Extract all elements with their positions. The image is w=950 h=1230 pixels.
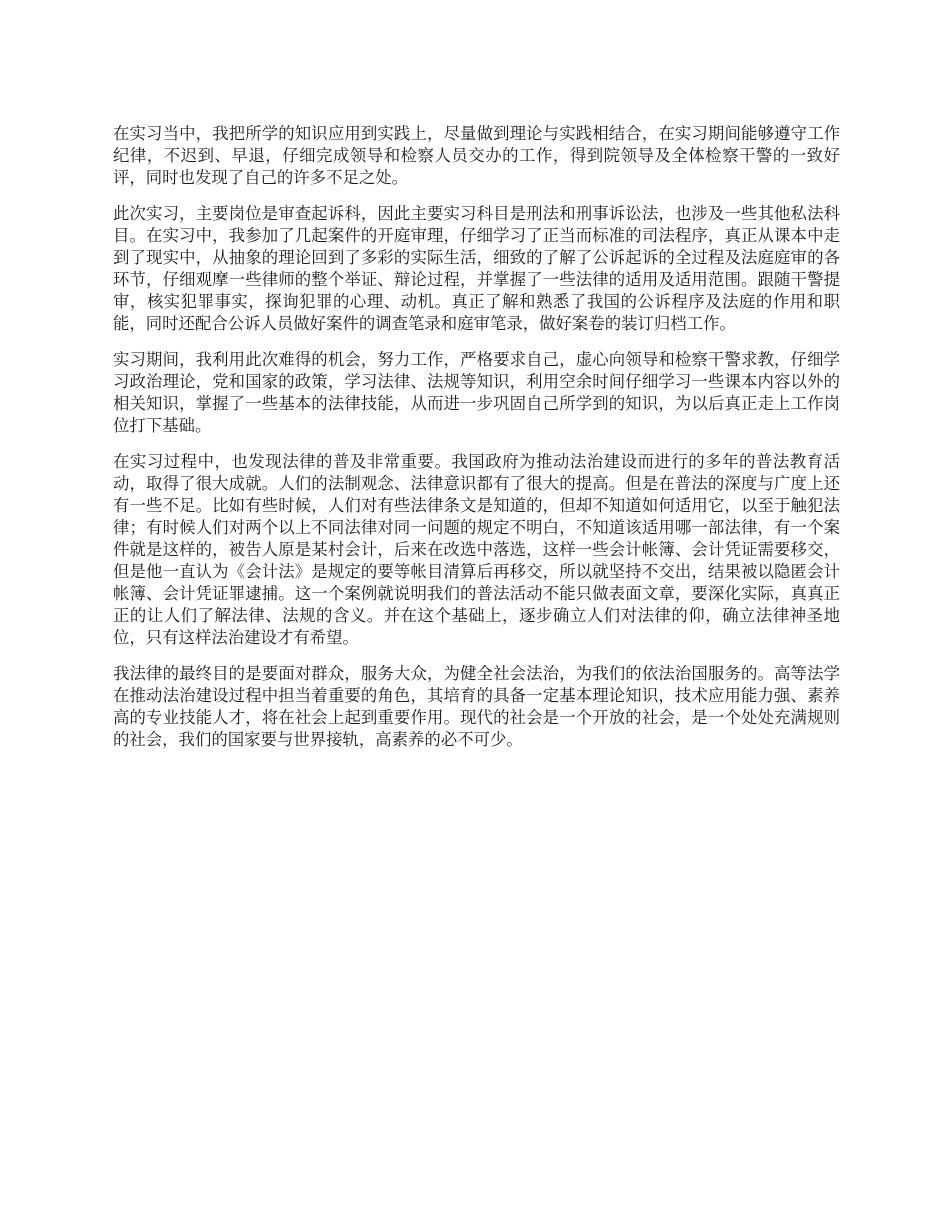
paragraph-3: 实习期间，我利用此次难得的机会，努力工作，严格要求自己，虚心向领导和检察干警求教，仔细学习政治理论，党和国家的政策，学习法律、法规等知识，利用空余时间仔细学习一些课本内容以外的相关知识，掌握了一些基本的法律技能，从而进一步巩固自己所学到的知识，为以后真正走上工作岗位打下基础。 (113, 350, 840, 435)
document-body (113, 123, 840, 765)
paragraph-4: 在实习过程中，也发现法律的普及非常重要。我国政府为推动法治建设而进行的多年的普法教育活动，取得了很大成就。人们的法制观念、法律意识都有了很大的提高。但是在普法的深度与广度上还有一些不足。比如有些时候，人们对有些法律条文是知道的，但却不知道如何适用它，以至于触犯法律；有时候人们对两个以上不同法律对同一问题的规定不明白，不知道该适用哪一部法律，有一个案件就是这样的，被告人原是某村会计，后来在改选中落选，这样一些会计帐簿、会计凭证需要移交，但是他一直认为《会计法》是规定的要等帐目清算后再移交，所以就坚持不交出，结果被以隐匿会计帐簿、会计凭证罪逮捕。这一个案例就说明我们的普法活动不能只做表面文章，要深化实际，真真正正的让人们了解法律、法规的含义。并在这个基础上，逐步确立人们对法律的仰，确立法律神圣地位，只有这样法治建设才有希望。 (113, 452, 840, 647)
paragraph-5: 我法律的最终目的是要面对群众，服务大众，为健全社会法治，为我们的依法治国服务的。高等法学在推动法治建设过程中担当着重要的角色，其培育的具备一定基本理论知识，技术应用能力强、素养高的专业技能人才，将在社会上起到重要作用。现代的社会是一个开放的社会，是一个处处充满规则的社会，我们的国家要与世界接轨，高素养的必不可少。 (113, 664, 840, 749)
paragraph-1: 在实习当中，我把所学的知识应用到实践上，尽量做到理论与实践相结合，在实习期间能够遵守工作纪律，不迟到、早退，仔细完成领导和检察人员交办的工作，得到院领导及全体检察干警的一致好评，同时也发现了自己的许多不足之处。 (113, 124, 840, 187)
paragraph-2: 此次实习，主要岗位是审查起诉科，因此主要实习科目是刑法和刑事诉讼法，也涉及一些其他私法科目。在实习中，我参加了几起案件的开庭审理，仔细学习了正当而标准的司法程序，真正从课本中走到了现实中，从抽象的理论回到了多彩的实际生活，细致的了解了公诉起诉的全过程及法庭庭审的各环节，仔细观摩一些律师的整个举证、辩论过程，并掌握了一些法律的适用及适用范围。跟随干警提审，核实犯罪事实，探询犯罪的心理、动机。真正了解和熟悉了我国的公诉程序及法庭的作用和职能，同时还配合公诉人员做好案件的调查笔录和庭审笔录，做好案卷的装订归档工作。 (113, 204, 840, 333)
